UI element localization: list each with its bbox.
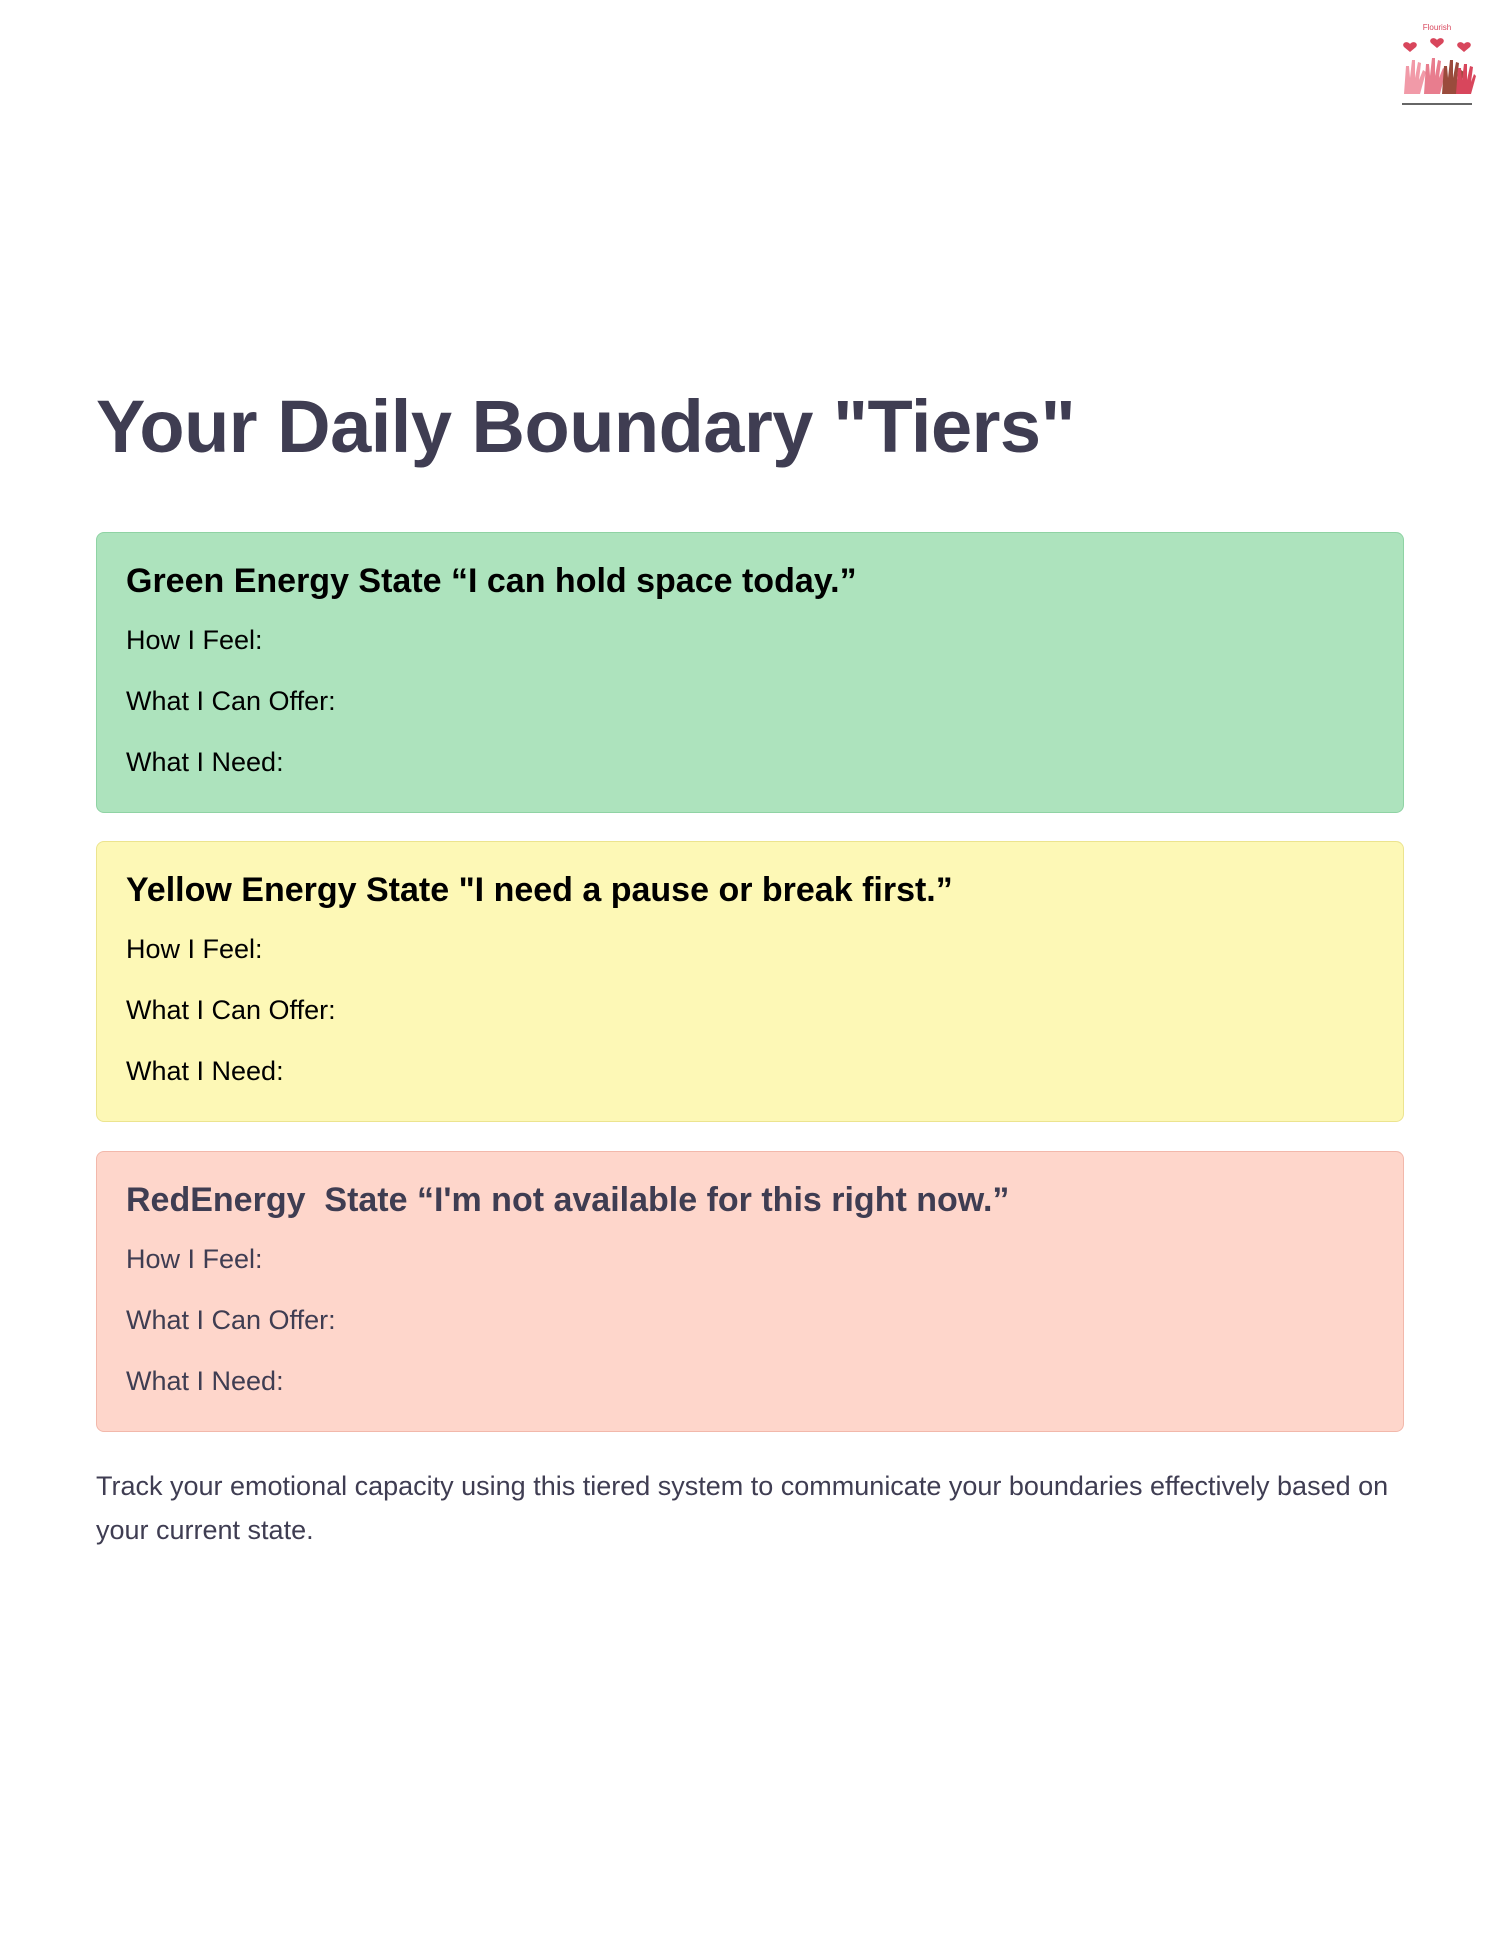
tier-heading: Yellow Energy State "I need a pause or break first.”	[126, 871, 953, 909]
what-i-can-offer-label: What I Can Offer:	[126, 1305, 336, 1336]
how-i-feel-label: How I Feel:	[126, 934, 263, 965]
footer-description: Track your emotional capacity using this tiered system to communicate your boundaries effectively based on your current state.	[96, 1471, 1389, 1545]
tier-red-card	[96, 1151, 1404, 1432]
what-i-need-label: What I Need:	[126, 1056, 284, 1087]
tier-heading: RedEnergy State “I'm not available for this right now.”	[126, 1181, 1010, 1219]
what-i-need-label: What I Need:	[126, 747, 284, 778]
tier-heading: Green Energy State “I can hold space today.”	[126, 562, 857, 600]
how-i-feel-label: How I Feel:	[126, 1244, 263, 1275]
what-i-need-label: What I Need:	[126, 1366, 284, 1397]
what-i-can-offer-label: What I Can Offer:	[126, 686, 336, 717]
flourish-logo	[1398, 20, 1476, 110]
how-i-feel-label: How I Feel:	[126, 625, 263, 656]
tier-green-card	[96, 532, 1404, 813]
logo-brand-text: Flourish	[1422, 23, 1452, 32]
tier-yellow-card	[96, 841, 1404, 1122]
page-title: Your Daily Boundary "Tiers"	[96, 385, 1076, 468]
what-i-can-offer-label: What I Can Offer:	[126, 995, 336, 1026]
